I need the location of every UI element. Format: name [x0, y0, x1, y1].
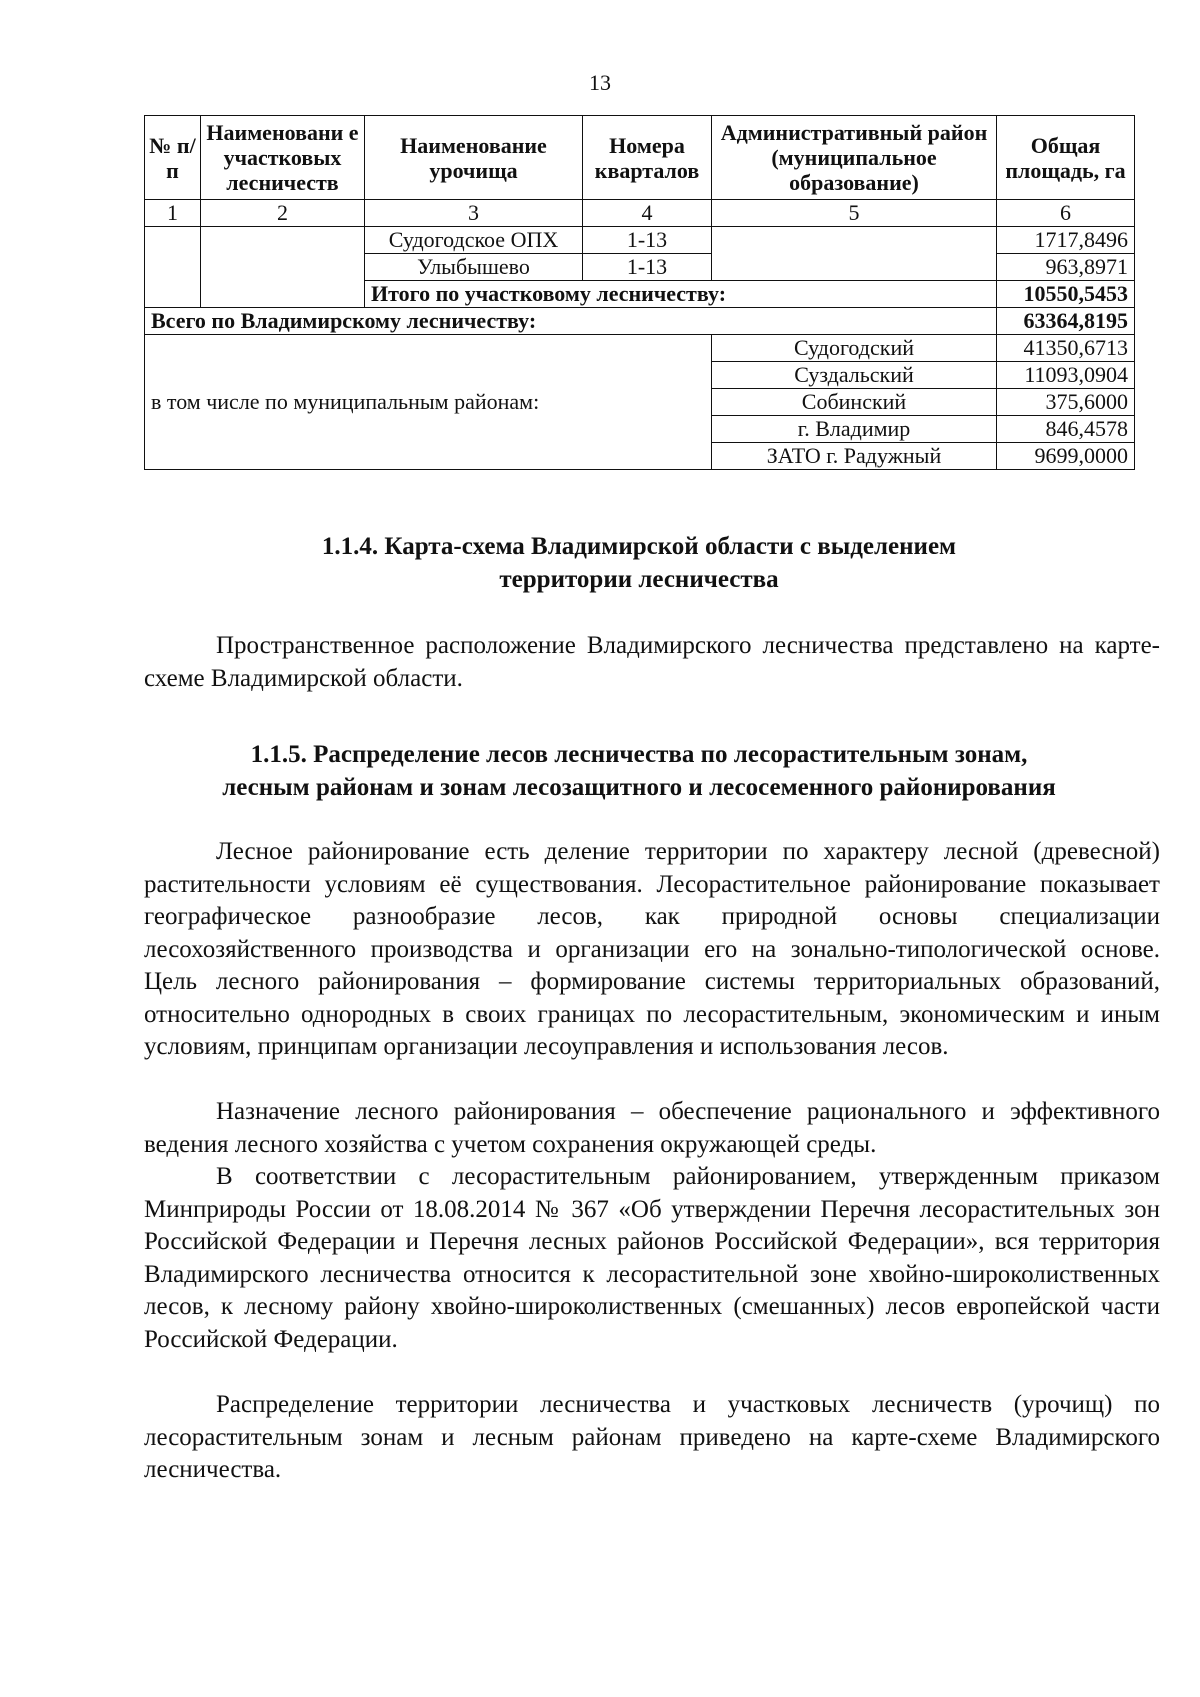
section-114-title: [144, 530, 1134, 596]
municipal-row: [145, 335, 1135, 362]
section-115-paragraph-4: Распределение территории лесничества и участковых лесничеств (урочищ) по лесорастительным зонам и лесным районам приведено на карте-схеме Владимирского лесничества.: [144, 1391, 1160, 1483]
section-115-title-line1: 1.1.5. Распределение лесов лесничества по лесорастительным зонам,: [250, 741, 1028, 768]
header-number: № п/п: [145, 116, 201, 200]
header-quarters: Номера кварталов: [583, 116, 712, 200]
col-number: 3: [365, 200, 583, 227]
tract-name: Судогодское ОПХ: [365, 227, 583, 254]
municipal-area: 846,4578: [997, 416, 1135, 443]
table-header-row: [145, 116, 1135, 200]
total-row: [145, 308, 1135, 335]
empty-cell: [712, 227, 997, 281]
municipal-area: 41350,6713: [997, 335, 1135, 362]
municipal-area: 375,6000: [997, 389, 1135, 416]
section-115-title: [144, 738, 1134, 804]
col-number: 2: [201, 200, 365, 227]
col-number: 5: [712, 200, 997, 227]
section-114-title-line1: 1.1.4. Карта-схема Владимирской области с выделением: [321, 533, 957, 560]
header-district-forestries: Наименовани е участковых лесничеств: [201, 116, 365, 200]
section-114-paragraph: Пространственное расположение Владимирского лесничества представлено на карте-схеме Владимирской области.: [144, 632, 1160, 692]
forestry-table: [144, 115, 1135, 470]
municipal-area: 11093,0904: [997, 362, 1135, 389]
tract-name: Улыбышево: [365, 254, 583, 281]
municipal-name: Суздальский: [712, 362, 997, 389]
header-tract-name: Наименование урочища: [365, 116, 583, 200]
section-115-paragraph-2: Назначение лесного районирования – обеспечение рационального и эффективного ведения лесного хозяйства с учетом сохранения окружающей среды.: [144, 1098, 1160, 1158]
municipal-name: Судогодский: [712, 335, 997, 362]
municipal-name: Собинский: [712, 389, 997, 416]
municipal-label: в том числе по муниципальным районам:: [145, 335, 712, 470]
subtotal-label: Итого по участковому лесничеству:: [365, 281, 997, 308]
section-115-title-line2: лесным районам и зонам лесозащитного и лесосеменного районирования: [222, 774, 1056, 801]
municipal-area: 9699,0000: [997, 443, 1135, 470]
column-number-row: [145, 200, 1135, 227]
header-admin-district: Административный район (муниципальное образование): [712, 116, 997, 200]
municipal-name: ЗАТО г. Радужный: [712, 443, 997, 470]
col-number: 1: [145, 200, 201, 227]
header-total-area: Общая площадь, га: [997, 116, 1135, 200]
section-114-title-line2: территории лесничества: [499, 566, 779, 593]
quarters: 1-13: [583, 254, 712, 281]
area: 963,8971: [997, 254, 1135, 281]
section-115-paragraph-1: Лесное районирование есть деление территории по характеру лесной (древесной) растительности условиям её существования. Лесорастительное районирование показывает географическое разнообразие лесов, как природной основы специализации лесохозяйственного производства и организации его на зонально-типологической основе. Цель лесного районирования – формирование системы территориальных образований, относительно однородных в своих границах по лесорастительным, экономическим и иным условиям, принципам организации лесоуправления и использования лесов.: [144, 838, 1160, 1060]
subtotal-value: 10550,5453: [997, 281, 1135, 308]
col-number: 6: [997, 200, 1135, 227]
total-value: 63364,8195: [997, 308, 1135, 335]
total-label: Всего по Владимирскому лесничеству:: [145, 308, 997, 335]
empty-cell: [201, 227, 365, 308]
empty-cell: [145, 227, 201, 308]
area: 1717,8496: [997, 227, 1135, 254]
col-number: 4: [583, 200, 712, 227]
section-115-paragraph-3: В соответствии с лесорастительным районированием, утвержденным приказом Минприроды России от 18.08.2014 № 367 «Об утверждении Перечня лесорастительных зон Российской Федерации и Перечня лесных районов Российской Федерации», вся территория Владимирского лесничества относится к лесорастительной зоне хвойно-широколиственных лесов, к лесному району хвойно-широколиственных (смешанных) лесов европейской части Российской Федерации.: [144, 1163, 1160, 1353]
table-row: [145, 227, 1135, 254]
municipal-name: г. Владимир: [712, 416, 997, 443]
page-number: 13: [589, 70, 611, 95]
quarters: 1-13: [583, 227, 712, 254]
